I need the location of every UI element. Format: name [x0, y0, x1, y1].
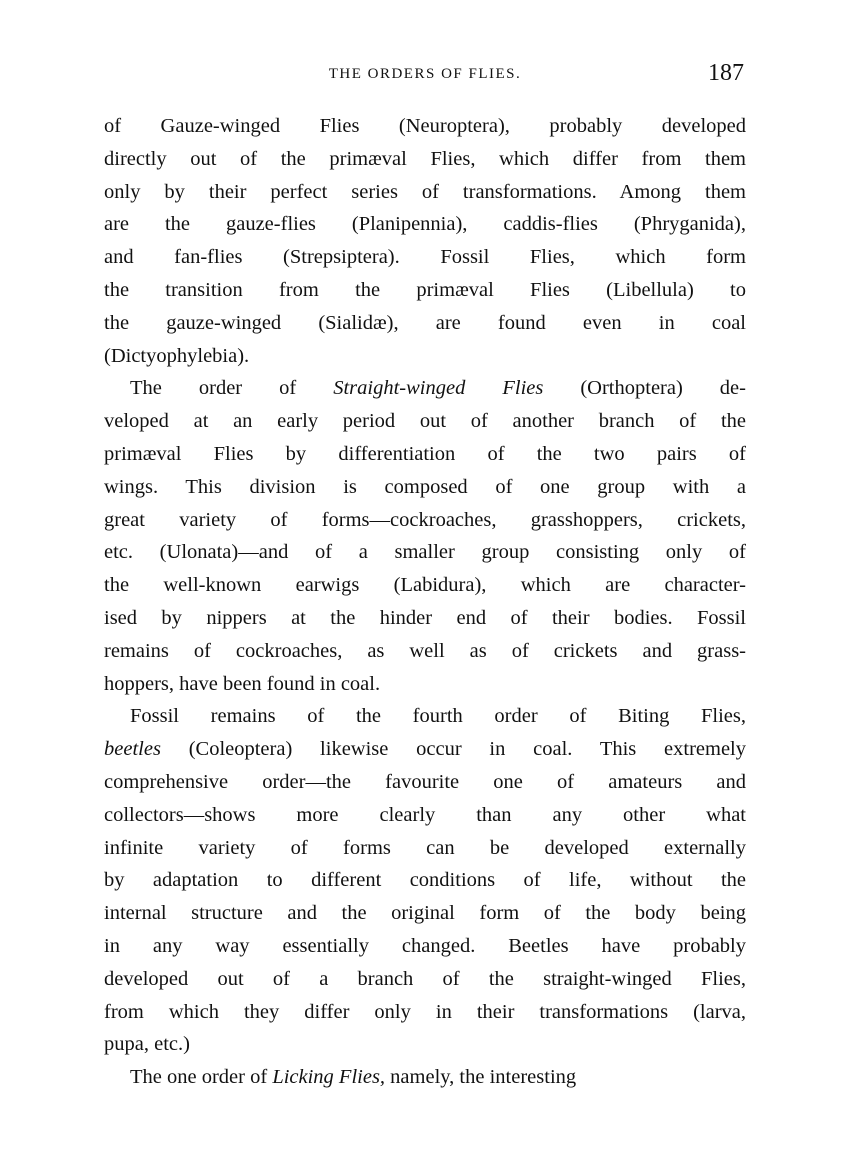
text-line: [104, 1028, 746, 1061]
text-line: [104, 208, 746, 241]
text-line: [104, 569, 746, 602]
page-number: 187: [708, 60, 744, 86]
text-line: [104, 274, 746, 307]
text-line: [104, 405, 746, 438]
text-line: [104, 799, 746, 832]
text-run: remains of cockroaches, as well as of crickets and grass-: [104, 639, 746, 662]
text-run: and fan-flies (Strepsiptera). Fossil Flies, which form: [104, 246, 746, 269]
text-line: [104, 700, 746, 733]
paragraph: [104, 372, 746, 700]
text-run: veloped at an early period out of another branch of the: [104, 410, 746, 433]
text-run: (Dictyophylebia).: [104, 344, 250, 367]
body-text: [104, 110, 746, 1094]
text-run: hoppers, have been found in coal.: [104, 672, 381, 695]
text-run: in any way essentially changed. Beetles have probably: [104, 934, 746, 957]
text-run: ised by nippers at the hinder end of their bodies. Fossil: [104, 606, 746, 629]
text-run: pupa, etc.): [104, 1033, 190, 1056]
text-run: comprehensive order—the favourite one of amateurs and: [104, 770, 746, 793]
text-line: [104, 176, 746, 209]
text-run: namely, the interesting: [385, 1066, 577, 1089]
text-run: directly out of the primæval Flies, which differ from them: [104, 147, 746, 170]
text-line: [104, 864, 746, 897]
text-line: [104, 996, 746, 1029]
text-run: primæval Flies by differentiation of the two pairs of: [104, 442, 746, 465]
text-line: [104, 110, 746, 143]
text-run: by adaptation to different conditions of life, without the: [104, 869, 746, 892]
italic-term: Straight-winged Flies: [333, 377, 544, 400]
text-run: the gauze-winged (Sialidæ), are found even in coal: [104, 311, 746, 334]
paragraph: [104, 1061, 746, 1094]
text-run: of Gauze-winged Flies (Neuroptera), probably developed: [104, 115, 746, 137]
text-line: [104, 930, 746, 963]
italic-term: Licking Flies,: [272, 1066, 386, 1089]
text-line: [104, 635, 746, 668]
text-run: Fossil remains of the fourth order of Biting Flies,: [130, 705, 746, 728]
text-run: internal structure and the original form of the body being: [104, 902, 746, 925]
text-run: from which they differ only in their transformations (larva,: [104, 1000, 746, 1023]
text-run: The order of: [130, 377, 334, 400]
text-line: [104, 241, 746, 274]
text-run: the transition from the primæval Flies (Libellula) to: [104, 278, 746, 301]
paragraph: [104, 110, 746, 372]
text-line: [104, 536, 746, 569]
text-run: etc. (Ulonata)—and of a smaller group consisting only of: [104, 541, 746, 564]
text-line: [104, 897, 746, 930]
text-run: infinite variety of forms can be developed externally: [104, 836, 746, 859]
text-run: only by their perfect series of transformations. Among them: [104, 180, 746, 203]
running-title: THE ORDERS OF FLIES.: [328, 66, 522, 82]
italic-term: beetles: [104, 738, 161, 761]
text-line: [104, 307, 746, 340]
running-head: [104, 58, 746, 94]
text-run: (Orthoptera) de-: [543, 377, 746, 400]
text-run: the well-known earwigs (Labidura), which are character-: [104, 574, 746, 597]
paragraph: [104, 700, 746, 1061]
text-line: [104, 963, 746, 996]
text-line: [104, 832, 746, 865]
text-line: [104, 668, 746, 701]
text-run: (Coleoptera) likewise occur in coal. This extremely: [160, 738, 746, 761]
text-line: [104, 1061, 746, 1094]
text-line: [104, 504, 746, 537]
text-line: [104, 340, 746, 373]
text-line: [104, 143, 746, 176]
text-run: are the gauze-flies (Planipennia), caddis-flies (Phryganida),: [104, 213, 746, 236]
text-run: great variety of forms—cockroaches, grasshoppers, crickets,: [104, 508, 746, 531]
book-page: [104, 58, 746, 1094]
text-line: [104, 602, 746, 635]
text-line: [104, 471, 746, 504]
text-run: developed out of a branch of the straight-winged Flies,: [104, 967, 746, 990]
text-line: [104, 438, 746, 471]
text-run: collectors—shows more clearly than any other what: [104, 803, 746, 826]
text-line: [104, 372, 746, 405]
text-line: [104, 766, 746, 799]
text-line: [104, 733, 746, 766]
text-run: The one order of: [130, 1066, 273, 1089]
text-run: wings. This division is composed of one group with a: [104, 475, 746, 498]
